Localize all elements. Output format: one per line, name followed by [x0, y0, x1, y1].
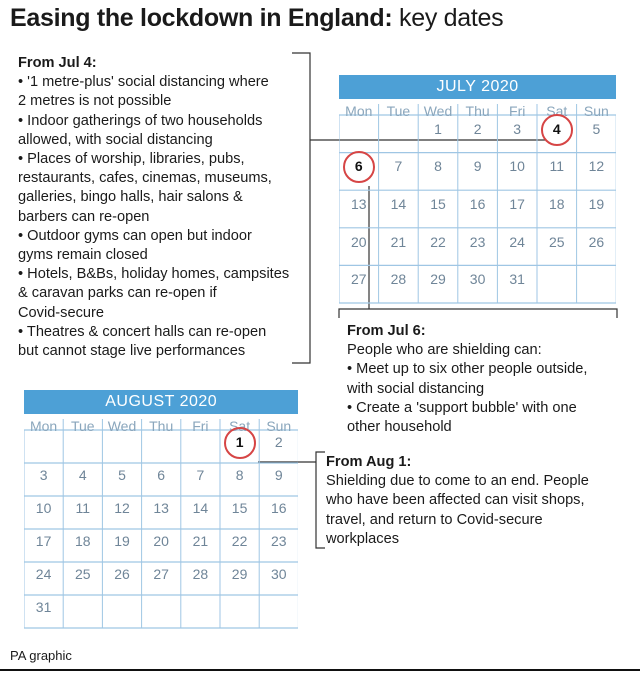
- calendar-august-day: 8: [235, 466, 244, 483]
- calendar-august: [24, 390, 298, 628]
- calendar-august-day: 20: [153, 532, 169, 549]
- calendar-august-day: 12: [114, 499, 130, 516]
- calendar-august-day: 18: [74, 532, 91, 549]
- calendar-july-day: 20: [351, 233, 367, 250]
- note-jul6: [347, 322, 587, 437]
- calendar-july-day: 8: [434, 158, 442, 175]
- calendar-august-day: 10: [35, 499, 52, 516]
- note-jul4-line: • Hotels, B&Bs, holiday homes, campsites: [18, 266, 290, 283]
- calendar-july-day: 28: [390, 271, 407, 288]
- calendar-july-day: 17: [509, 196, 525, 212]
- calendar-july-day: 2: [473, 120, 482, 137]
- calendar-august-day: 17: [35, 532, 52, 549]
- calendar-august-day: 28: [192, 565, 209, 582]
- calendar-august-weekday: Sat: [229, 418, 251, 434]
- note-aug1-line: workplaces: [326, 530, 399, 547]
- note-jul4-line: allowed, with social distancing: [18, 131, 213, 148]
- calendar-july-day: 30: [469, 271, 486, 288]
- jul6-bracket: [339, 309, 617, 318]
- calendar-august-weekday: Tue: [70, 418, 95, 434]
- note-jul4-line: 2 metres is not possible: [18, 93, 172, 110]
- note-jul4-line: • Theatres & concert halls can re-open: [18, 323, 267, 340]
- calendar-july-day: 16: [469, 196, 486, 212]
- calendar-august-day: 2: [274, 433, 283, 450]
- note-jul4-line: • Outdoor gyms can open but indoor: [18, 227, 252, 244]
- note-jul4: [18, 54, 289, 361]
- calendar-july-day: 13: [351, 196, 367, 212]
- calendar-july-day: 21: [390, 233, 407, 250]
- note-jul6-line: • Meet up to six other people outside,: [347, 361, 588, 378]
- credit-text: PA graphic: [10, 648, 72, 663]
- calendar-august-weekday: Mon: [29, 418, 58, 434]
- calendar-july-day: 15: [430, 196, 446, 212]
- calendar-august-month: AUGUST 2020: [24, 390, 298, 414]
- note-jul6-line: other household: [347, 419, 452, 436]
- note-jul4-line: • Indoor gatherings of two households: [18, 112, 263, 129]
- note-aug1-line: who have been affected can visit shops,: [326, 492, 585, 509]
- calendar-july-weekday: Sun: [583, 103, 609, 119]
- calendar-july-day: 7: [394, 158, 403, 175]
- calendar-august-day: 24: [35, 565, 52, 582]
- calendar-july-day: 31: [509, 271, 525, 288]
- calendar-july-day: 26: [588, 233, 605, 250]
- note-jul6-body: [347, 341, 587, 437]
- calendar-august-day: 26: [114, 565, 130, 582]
- calendar-august-day: 11: [75, 499, 91, 516]
- note-aug1-body: [326, 472, 589, 549]
- title-bold: Easing the lockdown in England:: [10, 4, 393, 32]
- calendar-august-day: 15: [231, 499, 248, 516]
- calendar-july-day: 19: [588, 196, 605, 212]
- calendar-august-weekday: Fri: [192, 418, 209, 434]
- note-jul6-line: People who are shielding can:: [347, 342, 542, 359]
- calendar-july-day: 29: [430, 271, 446, 288]
- aug1-bracket: [316, 452, 325, 548]
- calendar-august-day: 21: [192, 532, 209, 549]
- calendar-july-day: 18: [549, 196, 565, 212]
- calendar-august-day: 30: [270, 565, 287, 582]
- note-jul6-heading: From Jul 6:: [347, 323, 426, 339]
- calendar-august-day: 13: [153, 499, 169, 516]
- calendar-august-day: 3: [39, 466, 48, 483]
- calendar-august-day: 7: [196, 466, 205, 483]
- calendar-august-day: 31: [35, 598, 52, 615]
- calendar-july-day: 10: [509, 158, 525, 175]
- note-jul6-line: • Create a 'support bubble' with one: [347, 399, 577, 416]
- calendar-august-day: 9: [274, 466, 283, 483]
- calendar-august-day: 1: [235, 433, 244, 450]
- note-jul4-line: gyms remain closed: [18, 247, 148, 264]
- note-aug1: [326, 453, 589, 549]
- calendar-july-day: 25: [549, 233, 565, 250]
- calendar-august-day: 14: [192, 499, 209, 516]
- calendar-july-weekday: Fri: [509, 103, 526, 119]
- note-jul4-line: galleries, bingo halls, hair salons &: [18, 189, 243, 206]
- note-jul4-body: [18, 73, 289, 361]
- note-aug1-heading: From Aug 1:: [326, 454, 412, 470]
- calendar-august-weekday: Sun: [266, 418, 292, 434]
- note-aug1-line: Shielding due to come to an end. People: [326, 473, 589, 490]
- jul4-bracket: [292, 53, 310, 363]
- note-jul4-heading: From Jul 4:: [18, 55, 97, 71]
- calendar-july-weekday: Wed: [423, 103, 453, 119]
- calendar-august-day: 22: [231, 532, 248, 549]
- note-jul6-line: with social distancing: [347, 380, 485, 397]
- calendar-august-weekday: Wed: [107, 418, 137, 434]
- calendar-august-day: 16: [270, 499, 287, 516]
- calendar-july-weekday: Thu: [465, 103, 490, 119]
- calendar-july-weekday: Sat: [546, 103, 568, 119]
- calendar-august-weekday: Thu: [149, 418, 174, 434]
- calendar-july-day: 5: [592, 120, 601, 137]
- note-jul4-line: • Places of worship, libraries, pubs,: [18, 151, 245, 168]
- calendar-july-month: JULY 2020: [339, 75, 616, 99]
- calendar-july-day: 11: [549, 158, 565, 175]
- calendar-july-weekday: Tue: [386, 103, 411, 119]
- calendar-july-day: 4: [552, 120, 561, 137]
- calendar-july-day: 24: [509, 233, 525, 250]
- note-jul4-line: restaurants, cafes, cinemas, museums,: [18, 170, 272, 187]
- calendar-july-day: 9: [473, 158, 482, 175]
- note-aug1-line: travel, and return to Covid-secure: [326, 511, 543, 528]
- calendar-july-day: 3: [513, 120, 522, 137]
- calendar-august-day: 27: [153, 565, 169, 582]
- calendar-july-day: 14: [390, 196, 407, 212]
- calendar-july-day: 1: [434, 120, 442, 137]
- note-jul4-line: barbers can re-open: [18, 208, 150, 225]
- note-jul4-line: Covid-secure: [18, 304, 104, 321]
- note-jul4-line: & caravan parks can re-open if: [18, 285, 217, 302]
- calendar-july-day: 23: [469, 233, 486, 250]
- calendar-july-day: 27: [351, 271, 367, 288]
- note-jul4-line: but cannot stage live performances: [18, 343, 246, 360]
- calendar-july-day: 6: [354, 158, 363, 175]
- title-light: key dates: [392, 4, 504, 32]
- calendar-august-day: 5: [118, 466, 126, 483]
- calendar-july-day: 12: [588, 158, 605, 175]
- calendar-august-day: 23: [270, 532, 287, 549]
- calendar-august-day: 25: [74, 565, 91, 582]
- calendar-august-day: 4: [78, 466, 87, 483]
- calendar-august-day: 6: [157, 466, 166, 483]
- calendar-august-day: 19: [114, 532, 130, 549]
- footer-rule: [0, 669, 640, 671]
- calendar-july-day: 22: [430, 233, 446, 250]
- calendar-july-weekday: Mon: [345, 103, 373, 119]
- calendar-august-day: 29: [231, 565, 248, 582]
- note-jul4-line: • '1 metre-plus' social distancing where: [18, 74, 269, 91]
- calendar-july: [339, 75, 616, 303]
